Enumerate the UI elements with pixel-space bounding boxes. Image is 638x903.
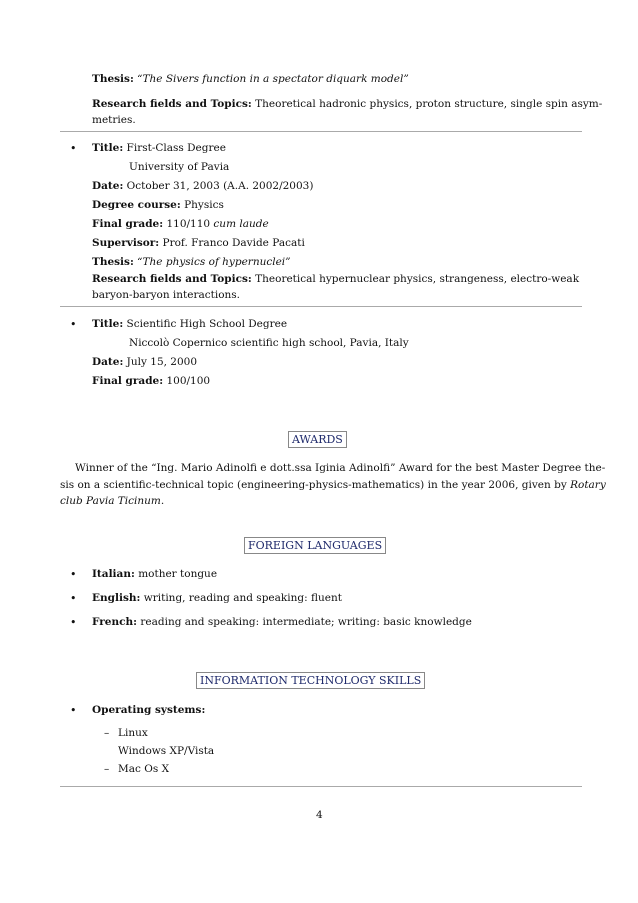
grade-label: Final grade:: [92, 218, 164, 230]
research-value: Theoretical hypernuclear physics, strangeness, electro-weak: [255, 273, 580, 285]
bullet-icon: •: [70, 616, 77, 629]
date-row: [92, 355, 197, 369]
research-label: Research fields and Topics:: [92, 273, 252, 285]
research-value: Theoretical hadronic physics, proton structure, single spin asym-: [255, 98, 603, 110]
research-row: [92, 97, 602, 111]
page-number: 4: [316, 809, 323, 821]
grade-row: [92, 217, 269, 231]
awards-text-line: Winner of the “Ing. Mario Adinolfi e dott.ssa Iginia Adinolfi” Award for the best Master Degree the-: [75, 462, 606, 474]
research-label: Research fields and Topics:: [92, 98, 252, 110]
grade-value: 110/110: [166, 218, 211, 230]
os-item: Linux: [118, 727, 148, 739]
course-row: [92, 198, 224, 212]
thesis-label: Thesis:: [92, 73, 134, 85]
supervisor-row: [92, 236, 305, 250]
title-value: First-Class Degree: [126, 142, 226, 154]
awards-heading: AWARDS: [288, 431, 347, 448]
os-label: Operating systems:: [92, 704, 206, 716]
os-item: Mac Os X: [118, 763, 170, 775]
supervisor-value: Prof. Franco Davide Pacati: [162, 237, 305, 249]
research-row: [92, 272, 579, 286]
thesis-value: “The Sivers function in a spectator diquark model”: [137, 73, 409, 85]
institution: University of Pavia: [129, 161, 230, 173]
bullet-icon: •: [70, 142, 77, 155]
thesis-row: [92, 255, 291, 269]
language-item: [92, 591, 342, 605]
section-divider: [60, 786, 582, 787]
date-value: October 31, 2003 (A.A. 2002/2003): [126, 180, 314, 192]
grade-value: 100/100: [166, 375, 211, 387]
date-value: July 15, 2000: [126, 356, 198, 368]
it-skills-heading: INFORMATION TECHNOLOGY SKILLS: [196, 672, 425, 689]
grade-honor: cum laude: [213, 218, 269, 230]
course-value: Physics: [184, 199, 224, 211]
os-item: Windows XP/Vista: [118, 745, 215, 757]
languages-heading: FOREIGN LANGUAGES: [244, 537, 386, 554]
title-row: [92, 317, 287, 331]
thesis-row: [92, 72, 409, 86]
research-value-continued: baryon-baryon interactions.: [92, 289, 241, 301]
research-value-continued: metries.: [92, 114, 136, 126]
title-label: Title:: [92, 142, 124, 154]
awards-text: sis on a scientific-technical topic (engineering-physics-mathematics) in the year 2006, given by: [60, 479, 567, 491]
awards-club-name: Rotary: [570, 479, 606, 491]
language-level: writing, reading and speaking: fluent: [143, 592, 342, 604]
title-row: [92, 141, 226, 155]
language-label: French:: [92, 616, 138, 628]
section-divider: [60, 131, 582, 132]
language-label: Italian:: [92, 568, 135, 580]
dash-icon: –: [104, 763, 110, 775]
grade-row: [92, 374, 210, 388]
institution: Niccolò Copernico scientific high school, Pavia, Italy: [129, 337, 409, 349]
language-item: [92, 567, 217, 581]
title-label: Title:: [92, 318, 124, 330]
course-label: Degree course:: [92, 199, 181, 211]
supervisor-label: Supervisor:: [92, 237, 160, 249]
date-row: [92, 179, 313, 193]
date-label: Date:: [92, 180, 124, 192]
thesis-label: Thesis:: [92, 256, 134, 268]
thesis-value: “The physics of hypernuclei”: [137, 256, 291, 268]
language-level: mother tongue: [138, 568, 218, 580]
language-label: English:: [92, 592, 141, 604]
section-divider: [60, 306, 582, 307]
bullet-icon: •: [70, 704, 77, 717]
awards-text-line: [60, 478, 606, 492]
grade-label: Final grade:: [92, 375, 164, 387]
title-value: Scientific High School Degree: [126, 318, 288, 330]
language-level: reading and speaking: intermediate; writing: basic knowledge: [140, 616, 472, 628]
awards-club-name-continued: club Pavia Ticinum.: [60, 495, 165, 507]
bullet-icon: •: [70, 318, 77, 331]
language-item: [92, 615, 472, 629]
bullet-icon: •: [70, 568, 77, 581]
bullet-icon: •: [70, 592, 77, 605]
date-label: Date:: [92, 356, 124, 368]
dash-icon: –: [104, 727, 110, 739]
